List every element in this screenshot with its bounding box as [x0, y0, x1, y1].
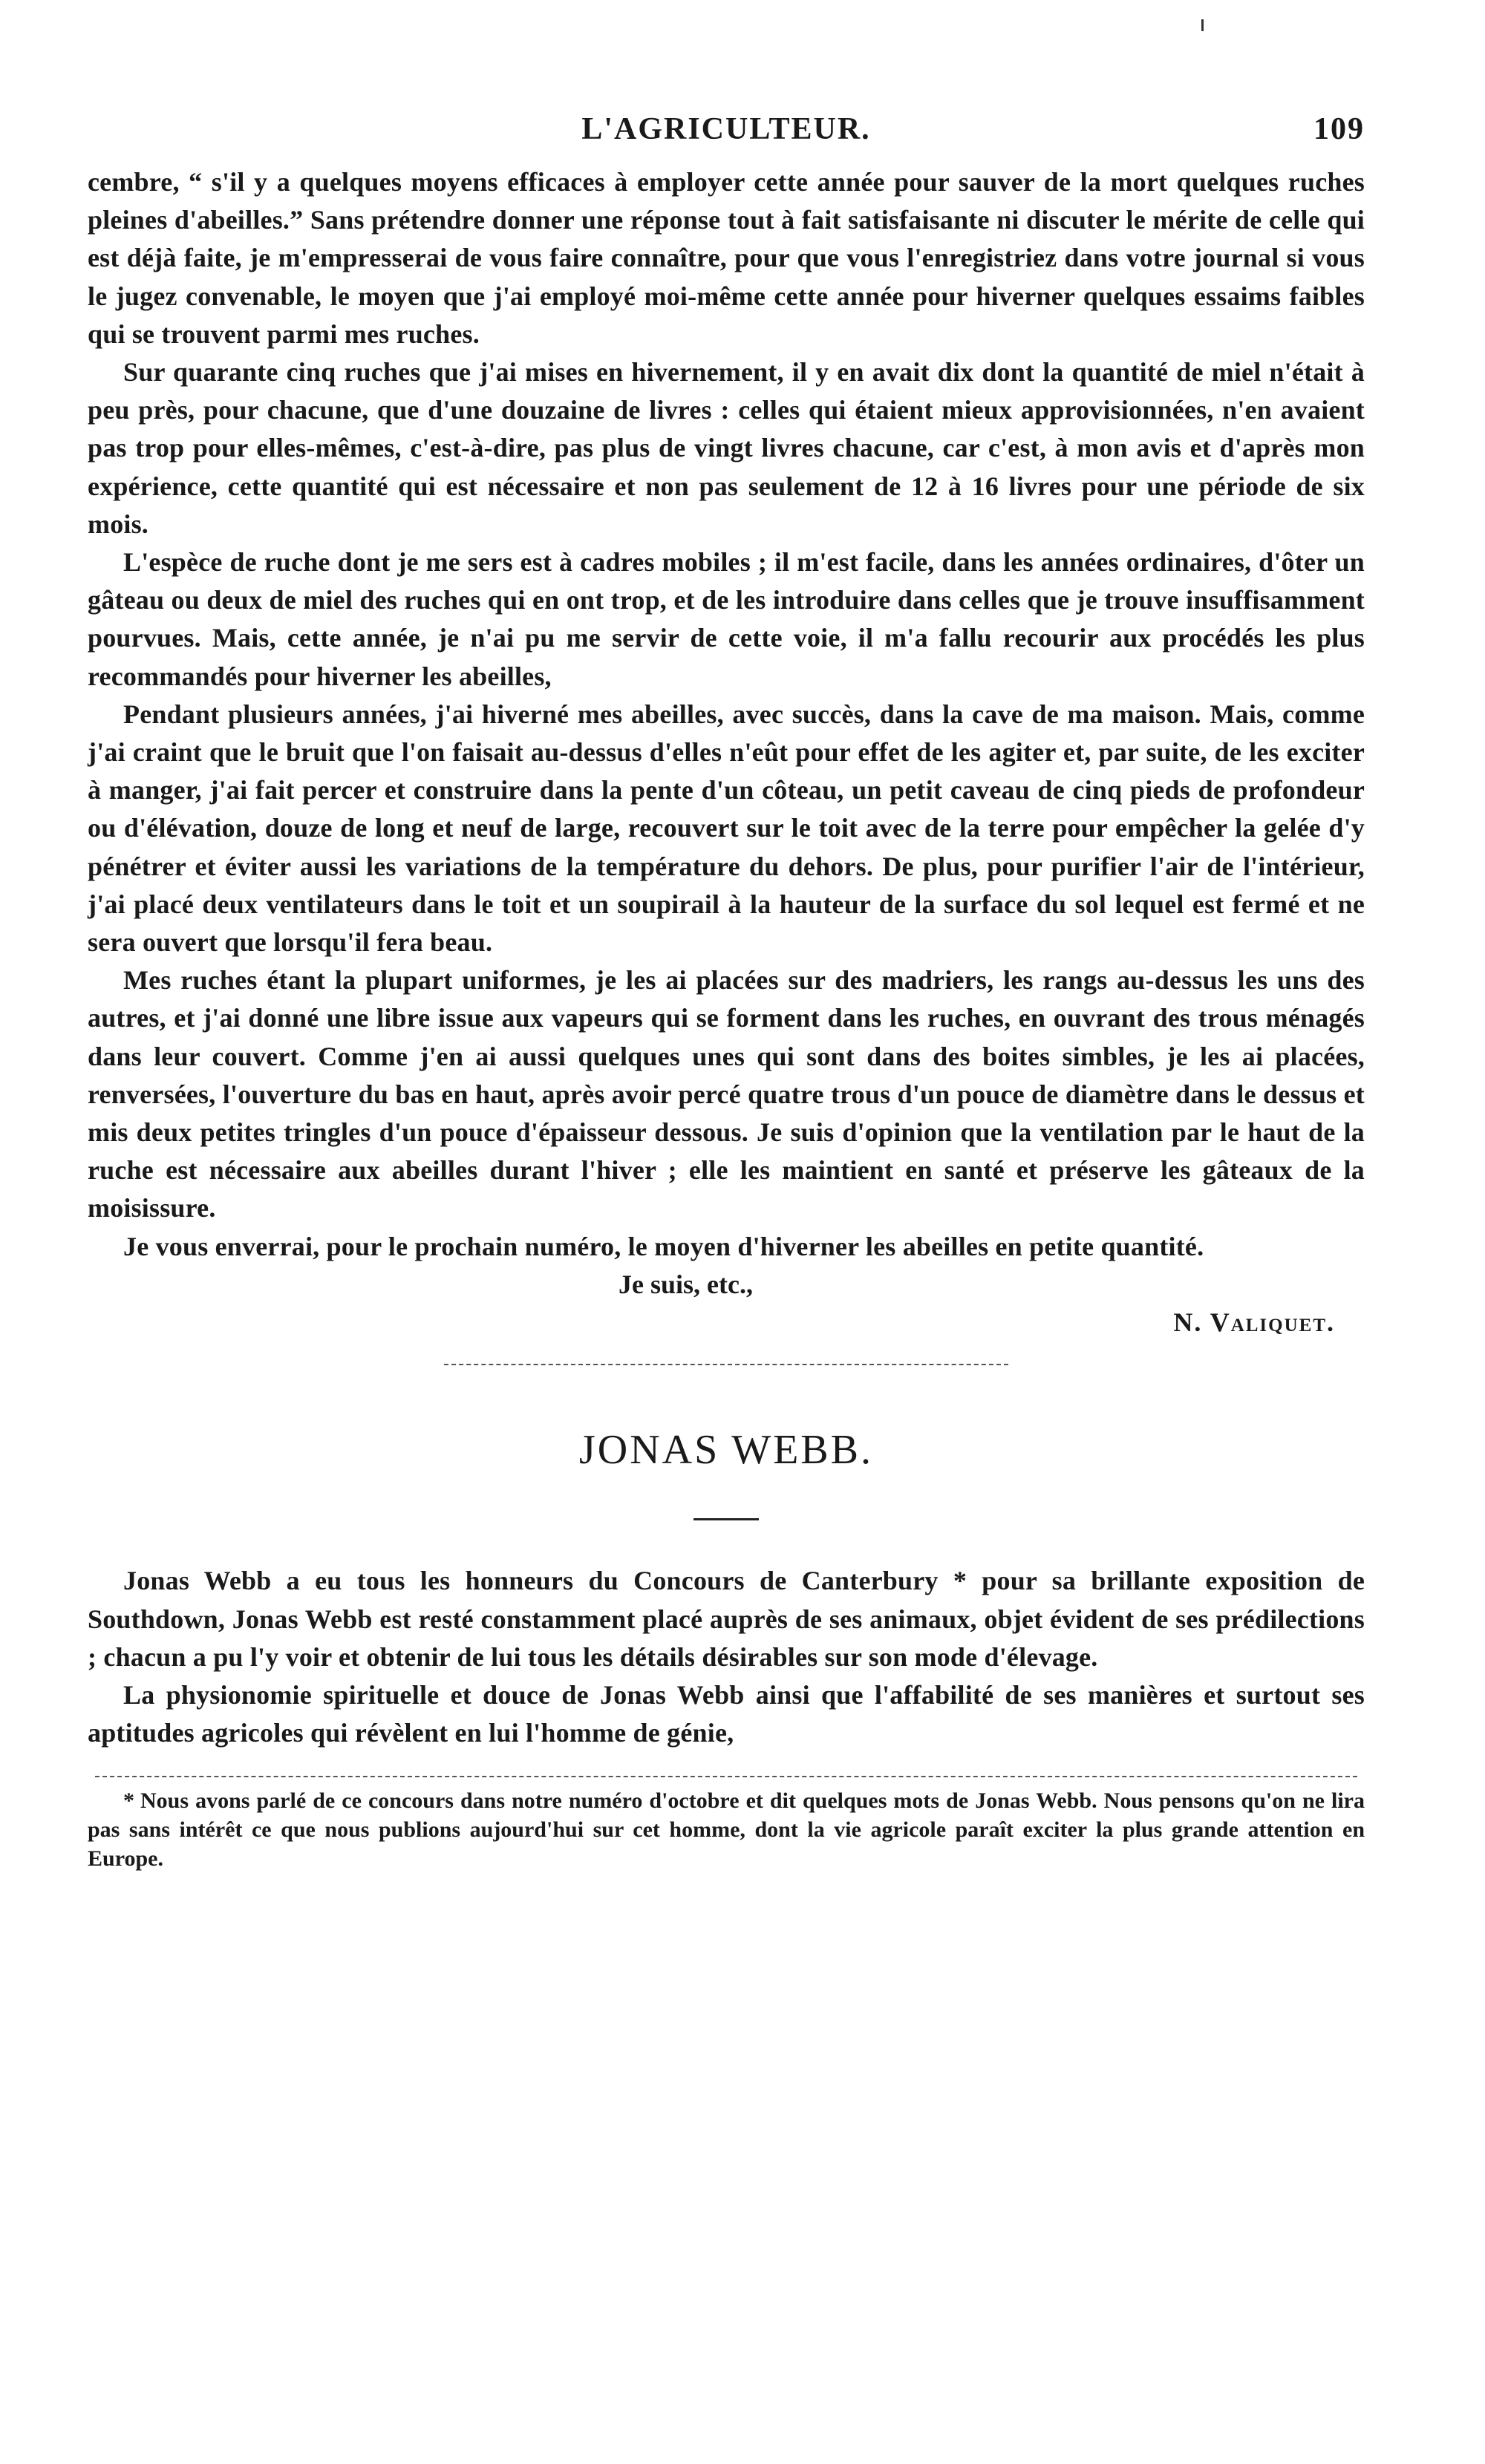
- letter-paragraph: cembre, “ s'il y a quelques moyens efficaces à employer cette année pour sauver de la mort quelques ruches pleines d'abeilles.” Sans prétendre donner une réponse tout à fait satisfaisante ni discuter le mérite de celle qui est déjà faite, je m'empresserai de vous faire connaître, pour que vous l'enregistriez dans votre journal si vous le jugez convenable, le moyen que j'ai employé moi-même cette année pour hiverner quelques essaims faibles qui se trouvent parmi mes ruches.: [88, 167, 1365, 349]
- footnote-divider: [95, 1776, 1357, 1777]
- letter-closing: [88, 1266, 1365, 1342]
- running-head: [88, 111, 1365, 163]
- article-paragraph: La physionomie spirituelle et douce de Jonas Webb ainsi que l'affabilité de ses manières et surtout ses aptitudes agricoles qui révèlent en lui l'homme de génie,: [88, 1679, 1365, 1748]
- signature: N. Valiquet.: [1173, 1307, 1335, 1338]
- footnote-text: Nous avons parlé de ce concours dans notre numéro d'octobre et dit quelques mots de Jonas Webb. Nous pensons qu'on ne lira pas sans intérêt ce que nous publions aujourd'hui sur cet homme, dont la vie agricole paraît exciter la plus grande attention en Europe.: [88, 1788, 1365, 1872]
- article-title: JONAS WEBB.: [578, 1427, 873, 1474]
- letter-paragraph: L'espèce de ruche dont je me sers est à cadres mobiles ; il m'est facile, dans les années ordinaires, d'ôter un gâteau ou deux de miel des ruches qui en ont trop, et de les introduire dans celles que je trouve insuffisamment pourvues. Mais, cette année, je n'ai pu me servir de cette voie, il m'a fallu recourir aux procédés les plus recommandés pour hiverner les abeilles,: [88, 547, 1365, 691]
- article-body: [88, 1562, 1365, 1752]
- letter-body: [88, 163, 1365, 1266]
- page-number: 109: [1313, 112, 1365, 146]
- title-rule: [693, 1518, 759, 1520]
- letter-paragraph: Sur quarante cinq ruches que j'ai mises en hivernement, il y en avait dix dont la quantité de miel n'était à peu près, pour chacune, que d'une douzaine de livres : celles qui étaient mieux approvisionnées, n'en avaient pas trop pour elles-mêmes, c'est-à-dire, pas plus de vingt livres chacune, car c'est, à mon avis et d'après mon expérience, cette quantité qui est nécessaire et non pas seulement de 12 à 16 livres pour une période de six mois.: [88, 357, 1365, 539]
- footnote-paragraph: [88, 1786, 1365, 1873]
- letter-paragraph: Pendant plusieurs années, j'ai hiverné mes abeilles, avec succès, dans la cave de ma maison. Mais, comme j'ai craint que le bruit que l'on faisait au-dessus d'elles n'eût pour effet de les agiter et, par suite, de les exciter à manger, j'ai fait percer et construire dans la pente d'un côteau, un petit caveau de cinq pieds de profondeur ou d'élévation, douze de long et neuf de large, recouvert sur le toit avec de la terre pour empêcher la gelée d'y pénétrer et éviter aussi les variations de la température du dehors. De plus, pour purifier l'air de l'intérieur, j'ai placé deux ventilateurs dans le toit et un soupirail à la hauteur de la surface du sol lequel est fermé et ne sera ouvert que lorsqu'il fera beau.: [88, 699, 1365, 958]
- letter-paragraph: Je vous enverrai, pour le prochain numéro, le moyen d'hiverner les abeilles en petite quantité.: [123, 1231, 1204, 1261]
- article-paragraph: Jonas Webb a eu tous les honneurs du Concours de Canterbury * pour sa brillante exposition de Southdown, Jonas Webb est resté constamment placé auprès de ses animaux, objet évident de ses prédilections ; chacun a pu l'y voir et obtenir de lui tous les détails désirables sur son mode d'élevage.: [88, 1566, 1365, 1672]
- page: [88, 111, 1365, 1873]
- stray-mark: [1201, 19, 1204, 31]
- letter-paragraph: Mes ruches étant la plupart uniformes, je les ai placées sur des madriers, les rangs au-dessus les uns des autres, et j'ai donné une libre issue aux vapeurs qui se forment dans les ruches, en ouvrant des trous ménagés dans leur couvert. Comme j'en ai aussi quelques unes qui sont dans des boites simbles, je les ai placées, renversées, l'ouverture du bas en haut, après avoir percé quatre trous d'un pouce de diamètre dans le dessus et mis deux petites tringles d'un pouce d'épaisseur dessous. Je suis d'opinion que la ventilation par le haut de la ruche est nécessaire aux abeilles durant l'hiver ; elle les maintient en santé et préserve les gâteaux de la moisissure.: [88, 965, 1365, 1223]
- running-title: L'AGRICULTEUR.: [581, 112, 871, 146]
- footnote-mark: *: [123, 1788, 134, 1814]
- section-divider: [444, 1364, 1008, 1365]
- closing-formula: Je suis, etc.,: [619, 1269, 753, 1299]
- footnote: [88, 1786, 1365, 1873]
